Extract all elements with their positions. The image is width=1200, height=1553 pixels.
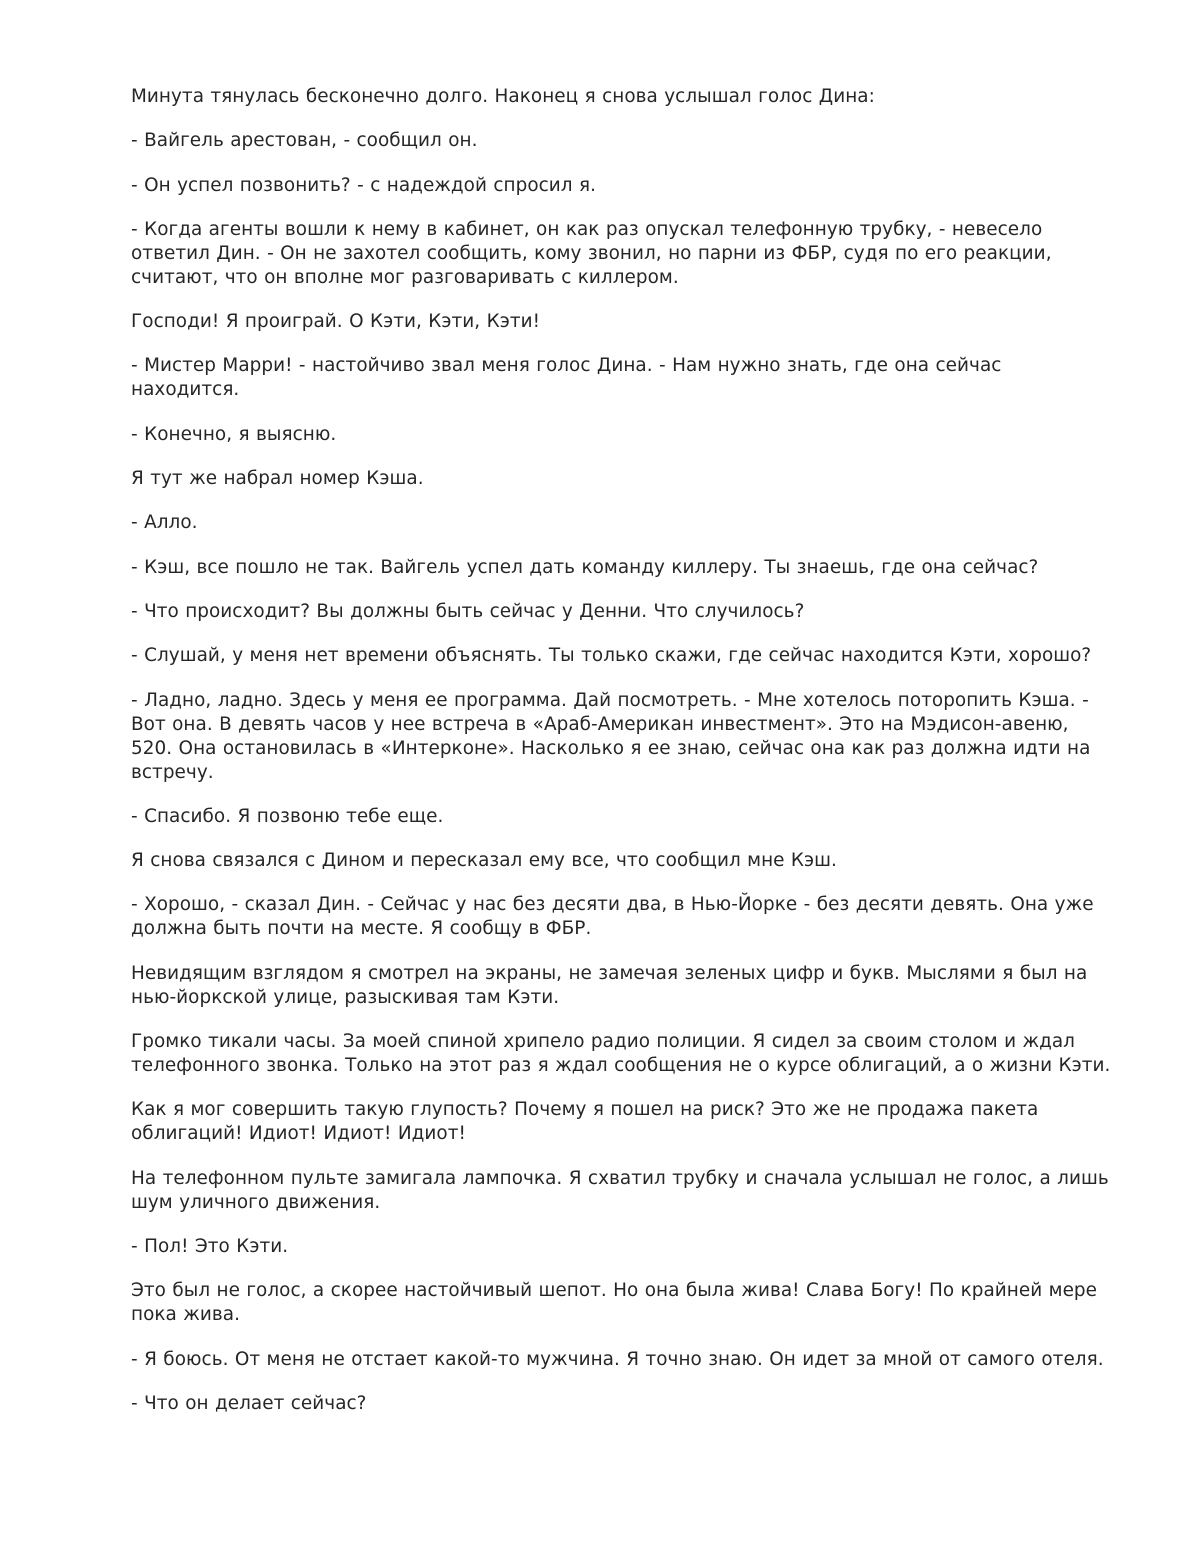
paragraph: Я тут же набрал номер Кэша. xyxy=(131,468,424,490)
paragraph: Минута тянулась бесконечно долго. Наконец я снова услышал голос Дина: xyxy=(131,86,875,107)
paragraph: - Мистер Марри! - настойчиво звал меня голос Дина. - Нам нужно знать, где она сейчас находится. xyxy=(131,355,1002,401)
paragraph: - Алло. xyxy=(131,512,198,534)
paragraph: - Что он делает сейчас? xyxy=(131,1392,367,1414)
paragraph: На телефонном пульте замигала лампочка. Я схватил трубку и сначала услышал не голос, а лишь шум уличного движения. xyxy=(131,1167,1109,1213)
paragraph: - Я боюсь. От меня не отстает какой-то мужчина. Я точно знаю. Он идет за мной от самого отеля. xyxy=(131,1348,1104,1370)
paragraph: - Пол! Это Кэти. xyxy=(131,1235,289,1257)
paragraph: - Конечно, я выясню. xyxy=(131,423,337,445)
paragraph: Это был не голос, а скорее настойчивый шепот. Но она была жива! Слава Богу! По крайней мере пока жива. xyxy=(131,1280,1098,1326)
paragraph: - Ладно, ладно. Здесь у меня ее программа. Дай посмотреть. - Мне хотелось поторопить Кэша. - Вот она. В девять часов у нее встреча в «Араб-Американ инвестмент». Это на Мэдисон-авеню, 520. Она остановилась в «Интерконе». Насколько я ее знаю, сейчас она как раз должна идти на встречу. xyxy=(131,689,1091,783)
paragraph: Господи! Я проиграй. О Кэти, Кэти, Кэти! xyxy=(131,311,541,333)
paragraph: - Он успел позвонить? - с надеждой спросил я. xyxy=(131,174,597,196)
paragraph: - Что происходит? Вы должны быть сейчас у Денни. Что случилось? xyxy=(131,600,805,622)
paragraph: Я снова связался с Дином и пересказал ему все, что сообщил мне Кэш. xyxy=(131,850,837,872)
paragraph: - Когда агенты вошли к нему в кабинет, он как раз опускал телефонную трубку, - невесело ответил Дин. - Он не захотел сообщить, кому звонил, но парни из ФБР, судя по его реакции, считают, что он вполне мог разговаривать с киллером. xyxy=(131,218,1052,288)
paragraph: - Кэш, все пошло не так. Вайгель успел дать команду киллеру. Ты знаешь, где она сейчас? xyxy=(131,556,1039,578)
paragraph: Невидящим взглядом я смотрел на экраны, не замечая зеленых цифр и букв. Мыслями я был на нью-йоркской улице, разыскивая там Кэти. xyxy=(131,962,1088,1008)
paragraph: - Вайгель арестован, - сообщил он. xyxy=(131,130,478,152)
paragraph: Громко тикали часы. За моей спиной хрипело радио полиции. Я сидел за своим столом и ждал телефонного звонка. Только на этот раз я ждал сообщения не о курсе облигаций, а о жизни Кэти. xyxy=(131,1031,1111,1077)
paragraph: - Слушай, у меня нет времени объяснять. Ты только скажи, где сейчас находится Кэти, хорошо? xyxy=(131,645,1092,667)
paragraph: - Хорошо, - сказал Дин. - Сейчас у нас без десяти два, в Нью-Йорке - без десяти девять. Она уже должна быть почти на месте. Я сообщу в ФБР. xyxy=(131,894,1094,940)
paragraph: - Спасибо. Я позвоню тебе еще. xyxy=(131,805,444,827)
paragraph: Как я мог совершить такую глупость? Почему я пошел на риск? Это же не продажа пакета облигаций! Идиот! Идиот! Идиот! xyxy=(131,1099,1039,1145)
document-text-body xyxy=(131,85,1116,1436)
